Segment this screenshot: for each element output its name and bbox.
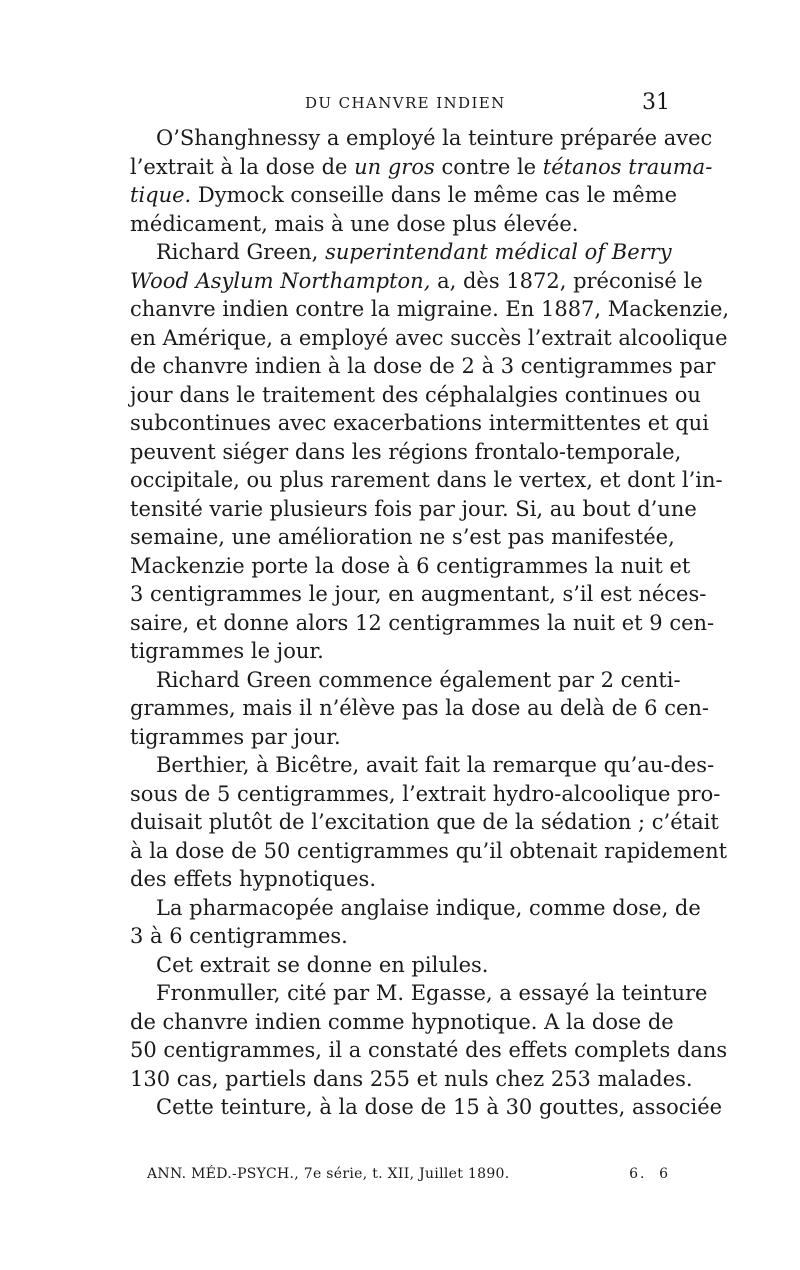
text-line: de chanvre indien comme hypnotique. A la dose de [130, 1009, 674, 1034]
text-line: 3 centigrammes le jour, en augmentant, s’il est néces- [130, 582, 707, 606]
text-line: peuvent siéger dans les régions frontalo-temporale, [130, 439, 682, 464]
text-line: 50 centigrammes, il a constaté des effets complets dans [130, 1038, 728, 1062]
text-line: Cet extrait se donne en pilules. [156, 952, 489, 977]
text-line: tique. Dymock conseille dans le même cas le même [130, 183, 678, 207]
text-line: Richard Green commence également par 2 centi- [156, 667, 681, 692]
text-line: Fronmuller, cité par M. Egasse, a essayé la teinture [156, 981, 708, 1005]
signature-mark: 6. 6 [629, 1166, 670, 1182]
text-line: Mackenzie porte la dose à 6 centigrammes la nuit et [130, 553, 691, 578]
running-title: DU CHANVRE INDIEN [305, 94, 506, 112]
text-line: 130 cas, partiels dans 255 et nuls chez 253 malades. [130, 1066, 693, 1091]
text-line: tigrammes par jour. [130, 724, 341, 749]
text-line: médicament, mais à une dose plus élevée. [130, 211, 579, 236]
text-line: saire, et donne alors 12 centigrammes la nuit et 9 cen- [130, 610, 715, 635]
text-line: subcontinues avec exacerbations intermittentes et qui [130, 411, 709, 435]
text-line: tensité varie plusieurs fois par jour. Si, au bout d’une [130, 496, 697, 521]
journal-citation: ANN. MÉD.-PSYCH., 7e série, t. XII, Juillet 1890. [147, 1166, 510, 1182]
text-line: semaine, une amélioration ne s’est pas manifestée, [130, 525, 675, 549]
text-line: en Amérique, a employé avec succès l’extrait alcoolique [130, 325, 728, 350]
text-line: duisait plutôt de l’excitation que de la sédation ; c’était [130, 810, 719, 834]
text-line: Wood Asylum Northampton, a, dès 1872, préconisé le [130, 268, 703, 293]
page-header [130, 90, 670, 120]
text-line: O’Shanghnessy a employé la teinture préparée avec [156, 126, 713, 150]
text-line: La pharmacopée anglaise indique, comme dose, de [156, 895, 701, 920]
text-line: l’extrait à la dose de un gros contre le tétanos trauma- [130, 154, 713, 179]
body-text [130, 124, 730, 1122]
text-line: jour dans le traitement des céphalalgies continues ou [130, 382, 701, 407]
text-line: Cette teinture, à la dose de 15 à 30 gouttes, associée [156, 1095, 723, 1119]
text-line: chanvre indien contre la migraine. En 1887, Mackenzie, [130, 297, 730, 321]
page-footer [147, 1166, 670, 1188]
text-line: Richard Green, superintendant médical of Berry [156, 240, 672, 264]
page-number: 31 [642, 90, 670, 115]
text-line: des effets hypnotiques. [130, 867, 376, 891]
text-line: Berthier, à Bicêtre, avait fait la remarque qu’au-des- [156, 753, 715, 777]
text-line: sous de 5 centigrammes, l’extrait hydro-alcoolique pro- [130, 781, 721, 806]
text-line: de chanvre indien à la dose de 2 à 3 centigrammes par [130, 354, 716, 378]
text-line: tigrammes le jour. [130, 639, 324, 663]
text-line: grammes, mais il n’élève pas la dose au delà de 6 cen- [130, 696, 710, 720]
text-line: à la dose de 50 centigrammes qu’il obtenait rapidement [130, 838, 728, 863]
text-line: 3 à 6 centigrammes. [130, 924, 348, 948]
text-line: occipitale, ou plus rarement dans le vertex, et dont l’in- [130, 468, 723, 492]
